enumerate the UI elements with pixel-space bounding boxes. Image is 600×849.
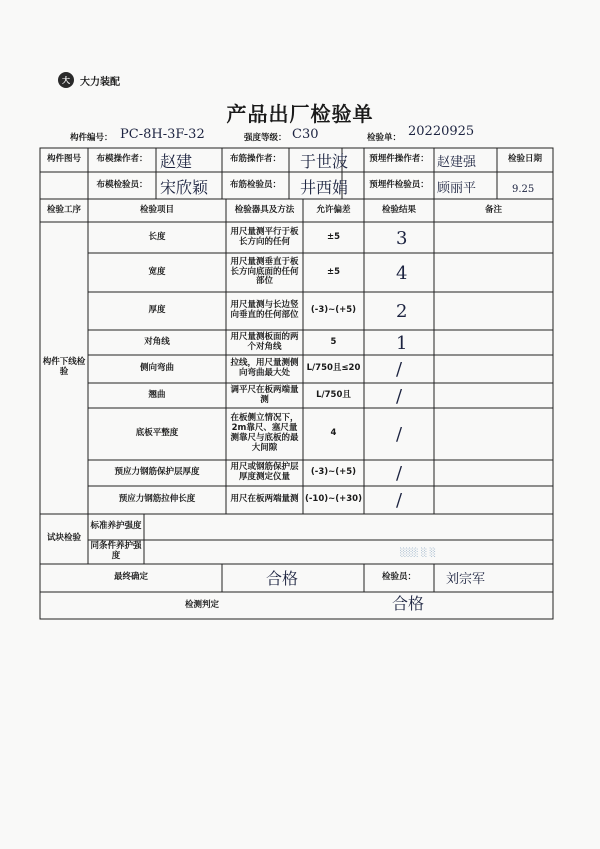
header-remark: 备注 (484, 204, 502, 215)
row-method: 用尺在板两端量测 (230, 494, 299, 505)
row-method: 用尺量测与长边竖向垂直的任何部位 (230, 300, 299, 320)
row-item: 宽度 (148, 266, 166, 277)
logo-icon: 大 (58, 72, 74, 88)
row-item: 预应力钢筋保护层厚度 (114, 467, 200, 478)
inspect-no-value: 20220925 (408, 124, 475, 139)
mold-inspector-value: 宋欣颖 (160, 178, 209, 197)
row-method: 用尺或钢筋保护层厚度测定仪量 (230, 462, 299, 482)
judge-value: 合格 (392, 594, 425, 613)
rebar-operator-value: 于世波 (300, 152, 349, 171)
row-tolerance: (-3)~(+5) (310, 467, 357, 478)
stamp-mark: ░░░ ░ ░ (400, 548, 436, 557)
page-title: 产品出厂检验单 (226, 102, 374, 126)
row-method: 调平尺在板两端量测 (230, 384, 299, 405)
header-tolerance: 允许偏差 (316, 204, 351, 215)
same-cure-label: 同条件养护强度 (90, 541, 142, 561)
section-label: 构件下线检验 (42, 357, 86, 377)
row-item: 长度 (148, 231, 166, 242)
row-tolerance: L/750且≤20 (306, 363, 361, 374)
embed-operator-label: 预埋件操作者： (369, 154, 429, 165)
std-cure-label: 标准养护强度 (90, 521, 142, 532)
row-result: 4 (396, 262, 408, 284)
row-result: 3 (396, 227, 408, 249)
row-tolerance: 4 (330, 428, 337, 439)
row-item: 侧向弯曲 (139, 363, 174, 374)
rebar-inspector-label: 布筋检验员： (229, 179, 281, 190)
header-item: 检验项目 (139, 204, 174, 215)
row-result: / (396, 359, 403, 380)
row-item: 翘曲 (148, 389, 166, 400)
row-result: 2 (396, 301, 408, 322)
row-tolerance: 5 (330, 336, 337, 347)
row-item: 预应力钢筋拉伸长度 (118, 494, 196, 505)
inspect-date-value: 9.25 (512, 184, 535, 195)
strength-value: C30 (292, 127, 319, 142)
header-result: 检验结果 (381, 204, 416, 215)
row-method: 用尺量测垂直于板长方向底面的任何部位 (230, 256, 299, 287)
row-method: 用尺量测平行于板长方向的任何 (230, 226, 299, 247)
part-drawing-label: 构件图号 (46, 154, 81, 165)
row-tolerance: (-3)~(+5) (310, 305, 357, 316)
mold-operator-value: 赵建 (160, 152, 193, 171)
logo-text: 大力装配 (80, 76, 120, 88)
inspector-value: 刘宗军 (446, 572, 486, 587)
mold-inspector-label: 布模检验员： (96, 179, 148, 190)
row-item: 厚度 (148, 305, 166, 316)
row-result: / (396, 385, 403, 407)
row-result: / (396, 424, 403, 445)
row-result: 1 (396, 332, 408, 354)
final-value: 合格 (266, 569, 299, 588)
rebar-inspector-value: 井西娟 (300, 178, 349, 197)
row-item: 对角线 (144, 336, 170, 347)
judge-label: 检测判定 (184, 599, 219, 610)
trial-label: 试块检验 (46, 533, 81, 544)
row-tolerance: ±5 (326, 231, 341, 242)
row-method: 拉线，用尺量测侧向弯曲最大处 (230, 358, 299, 378)
rebar-operator-label: 布筋操作者： (229, 154, 281, 165)
inspector-label: 检验员： (381, 572, 416, 583)
row-result: / (396, 463, 403, 484)
row-tolerance: ±5 (326, 266, 341, 277)
embed-inspector-label: 预埋件检验员： (369, 179, 429, 190)
inspect-no-label: 检验单： (367, 133, 402, 143)
row-result: / (396, 490, 403, 511)
header-stage: 检验工序 (46, 204, 81, 215)
final-label: 最终确定 (113, 572, 148, 583)
part-no-label: 构件编号： (70, 133, 113, 143)
part-no-value: PC-8H-3F-32 (120, 127, 205, 142)
mold-operator-label: 布模操作者： (96, 154, 148, 165)
inspect-date-label: 检验日期 (507, 154, 542, 165)
strength-label: 强度等级： (244, 133, 287, 143)
row-tolerance: L/750且 (316, 389, 351, 400)
embed-inspector-value: 顾丽平 (437, 181, 477, 196)
row-method: 在板侧立情况下，2m靠尺、塞尺量测靠尺与底板的最大间隙 (230, 413, 299, 453)
row-tolerance: (-10)~(+30) (305, 494, 362, 505)
row-item: 底板平整度 (135, 428, 179, 439)
header-method: 检验器具及方法 (234, 204, 295, 215)
embed-operator-value: 赵建强 (437, 155, 477, 170)
row-method: 用尺量测板面的两个对角线 (230, 331, 299, 352)
